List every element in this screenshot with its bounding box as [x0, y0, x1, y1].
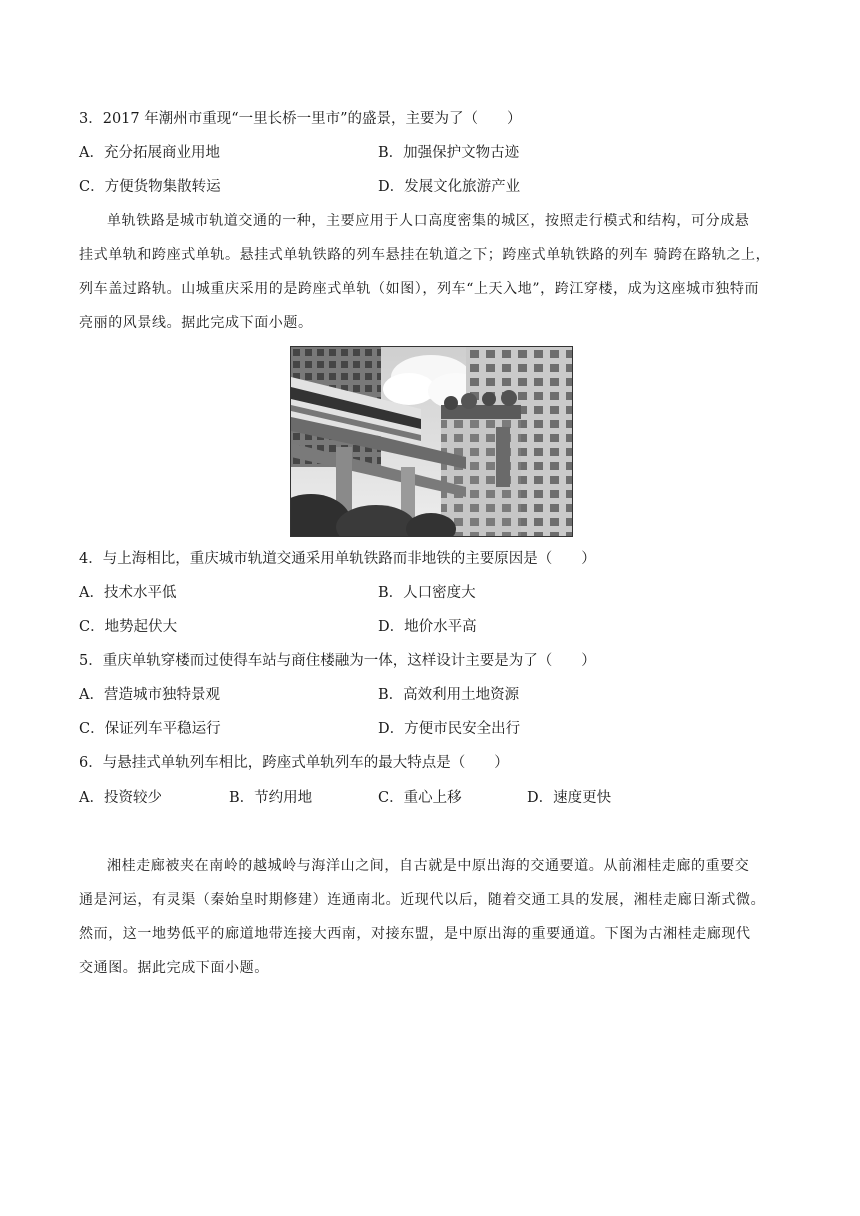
- question-6-stem: 6．与悬挂式单轨列车相比，跨座式单轨列车的最大特点是（ ）: [79, 755, 509, 771]
- passage-2-line-2: 通是河运，有灵渠（秦始皇时期修建）连通南北。近现代以后，随着交通工具的发展，湘桂走廊日渐式微。: [79, 892, 766, 908]
- passage-1-line-1: 单轨铁路是城市轨道交通的一种，主要应用于人口高度密集的城区，按照走行模式和结构，可分成悬: [107, 213, 750, 229]
- q6-option-c: C．重心上移: [378, 790, 462, 806]
- q4-option-b: B．人口密度大: [378, 585, 476, 601]
- q3-option-b: B．加强保护文物古迹: [378, 145, 520, 161]
- q5-option-a: A．营造城市独特景观: [79, 687, 220, 703]
- passage-1-line-3: 列车盖过路轨。山城重庆采用的是跨座式单轨（如图），列车“上天入地”，跨江穿楼，成为这座城市独特而: [79, 281, 760, 297]
- q5-option-d: D．方便市民安全出行: [378, 721, 521, 737]
- q3-option-d: D．发展文化旅游产业: [378, 179, 521, 195]
- q4-option-d: D．地价水平高: [378, 619, 477, 635]
- q3-option-a: A．充分拓展商业用地: [79, 145, 220, 161]
- q6-option-b: B．节约用地: [229, 790, 313, 806]
- q6-option-a: A．投资较少: [79, 790, 162, 806]
- q6-option-d: D．速度更快: [527, 790, 612, 806]
- q5-option-c: C．保证列车平稳运行: [79, 721, 221, 737]
- passage-2-line-3: 然而，这一地势低平的廊道地带连接大西南，对接东盟，是中原出海的重要通道。下图为古湘桂走廊现代: [79, 926, 751, 942]
- monorail-photo: [290, 346, 573, 537]
- question-3-stem: 3．2017 年潮州市重现“一里长桥一里市”的盛景，主要为了（ ）: [79, 111, 522, 127]
- q4-option-a: A．技术水平低: [79, 585, 177, 601]
- question-5-stem: 5．重庆单轨穿楼而过使得车站与商住楼融为一体，这样设计主要是为了（ ）: [79, 653, 596, 669]
- passage-2-line-1: 湘桂走廊被夹在南岭的越城岭与海洋山之间，自古就是中原出海的交通要道。从前湘桂走廊的重要交: [107, 858, 750, 874]
- q5-option-b: B．高效利用土地资源: [378, 687, 520, 703]
- q4-option-c: C．地势起伏大: [79, 619, 178, 635]
- q3-option-c: C．方便货物集散转运: [79, 179, 221, 195]
- passage-1-line-4: 亮丽的风景线。据此完成下面小题。: [79, 315, 313, 331]
- question-4-stem: 4．与上海相比，重庆城市轨道交通采用单轨铁路而非地铁的主要原因是（ ）: [79, 551, 596, 567]
- passage-1-line-2: 挂式单轨和跨座式单轨。悬挂式单轨铁路的列车悬挂在轨道之下；跨座式单轨铁路的列车 骑跨在路轨之上，: [79, 247, 771, 263]
- passage-2-line-4: 交通图。据此完成下面小题。: [79, 960, 269, 976]
